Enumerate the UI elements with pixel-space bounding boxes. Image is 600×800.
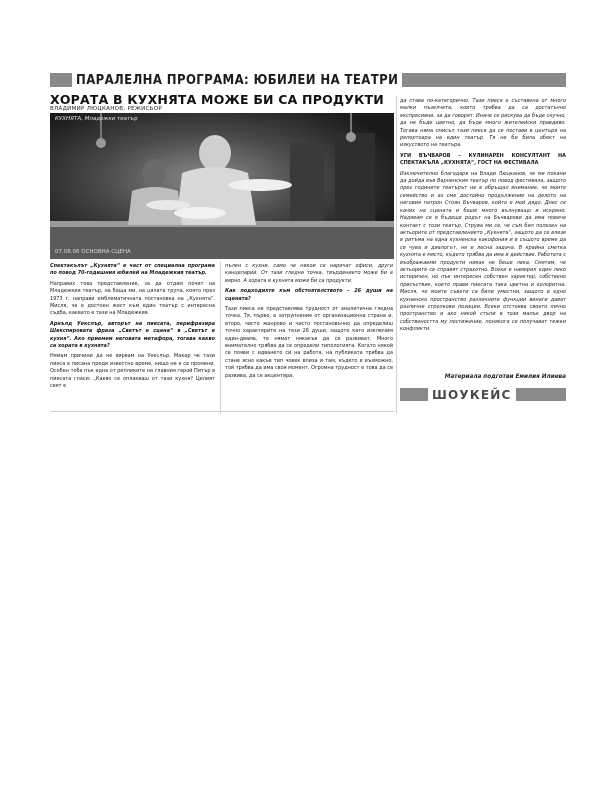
section-banner	[50, 72, 566, 88]
banner-bar	[516, 388, 566, 401]
column-divider	[396, 96, 397, 413]
article-column-1	[50, 263, 215, 394]
section-title: ПАРАЛЕЛНА ПРОГРАМА: ЮБИЛЕИ НА ТЕАТРИ	[76, 72, 399, 88]
article-credit: Материала подготви Емилия Илиева	[444, 374, 566, 380]
paragraph: Тази пиеса не представлява трудност от аналитична гледна точка. Тя, първо, е затрупнение от организационна страна и, второ, чисто жанрово и чисто постановъчно да определиш точно характерите на тези 26 души, защото като изключим един-двама, те нямат някакъв да се развиват. Много внимателно трябва да се определи типологията. Когато някой се появи с идването си на работа, на публиката трябва да стане ясно какъв тип човек влиза и там, където е възможно, той трябва да има своя момент. Огромна трудност е това да се развива, да се акцентира,	[225, 306, 393, 379]
photo-date: 07.08.06 ОСНОВНА СЦЕНА	[55, 249, 131, 255]
article-headline: ХОРАТА В КУХНЯТА МОЖЕ БИ СА ПРОДУКТИ	[50, 92, 384, 107]
interview-question: Как подходихте към обстоятелството – 26 души на сцената?	[225, 288, 393, 302]
interview-question: Арнълд Уекслър, авторът на пиесата, перифразира Шекспировата фраза „Светът е сцена“ в „Светът е кухня“. Ако приемем неговата метафора, тогава какво са хората в кухнята?	[50, 320, 215, 350]
paragraph: Нямам причини да не вярвам на Уекслър. Макар че тази пиеса е писана преди известно време, нищо не е се промени. Особен тоба пък една от репликите на главния герой Питър в пиесата гласи: „Какво се оплакваш от тази кухня? Целият свят е	[50, 353, 215, 390]
article-photo	[50, 113, 394, 259]
lead-question: Спектакълът „Кухнята“ е част от специална програма по повод 70-годишния юбилей на Младежкия театър.	[50, 263, 215, 277]
paragraph: Направих това представление, за да отдам почит на Младежкия театър, на баща ми, на цялата трупа, която през 1973 г. направи емблематичната постановка на „Кухнята“. Мисля, че е достоен жест към един театър с интересна съдба, каквато е тази на Младежкия.	[50, 280, 215, 317]
photo-caption: КУХНЯТА, Младежки театър	[55, 116, 138, 122]
banner-block	[50, 73, 72, 87]
column-divider	[220, 262, 221, 414]
article-byline: ВЛАДИМИР ЛЮЦКАНОВ, РЕЖИСЬОР	[50, 106, 162, 112]
article-bottom-rule	[50, 411, 394, 412]
paragraph: Изключително благодаря на Влади Люцканов, че ме покани да дойда във Варненския театър по повод фестивала, защото през годините театърът не е обръщал внимание, че моите семейство и аз сме достойно продължение на делото на неговия патрон Стоян Бъчваров, който е мой дядо. Днес се качих на сцената и беше много вълнуващо и искрено. Надявам се в бъдеще родът на Бъчварови да има повече контакт с този театър. Струва ми се, че съм бил полезен на актьорите от представлението „Кухнята“, защото да се влезе в ритъма на една кухненска какофония и в същото време да се чува и диалогът, не е лесна задача. В крайна сметка кухнята е място, където трябва да има и действие. Работата с въображаеми продукти никак не беше лека. Смятам, че актьорите се справят страхотно. Всеки е намерил един леко истеричен, но пък интересен собствен характер, собствено присъствие, което прави пиесата така цветна и колоритна. Мисля, че моите съвети са били уместни, защото в едно кухненско пространство различните функции винаги дават различни стрелкови позиции. Всеки отстоява своето лично пространство и ако някой стъпи в този малък двор на собствеността му постижение, понякога се получават тежки конфликти.	[400, 170, 566, 333]
subheading: УГИ ВЪЧВАРОВ – КУЛИНАРЕН КОНСУЛТАНТ НА СПЕКТАКЪЛА „КУХНЯТА“, ГОСТ НА ФЕСТИВАЛА	[400, 152, 566, 167]
paragraph: пълен с кухни, само че някои се наричат офиси, други канцеларии. От тази гледна точка, твърдението може би е вярно. А хората в кухнята може би са продукти.	[225, 263, 393, 284]
paragraph: да става по-категорично. Тази пиеса е съставена от много малки пъзелчета, които трябва да са достатъчно експресивни, за да говорят. Иначе се рискува да бъде скучно, да не бъде цветно, да бъде много жителейски правдиво. Тогава няма смисъл тази пиеса да се постави в центъра на репертоара на един театър. Тя не би била обект на изкуството на театъра.	[400, 98, 566, 149]
photo-scene	[50, 113, 394, 259]
article-column-3	[400, 98, 566, 337]
banner-block	[400, 388, 428, 401]
showcase-title: ШОУКЕЙС	[432, 387, 512, 402]
showcase-banner	[400, 388, 566, 401]
article-column-2	[225, 263, 393, 383]
banner-bar	[402, 73, 566, 87]
